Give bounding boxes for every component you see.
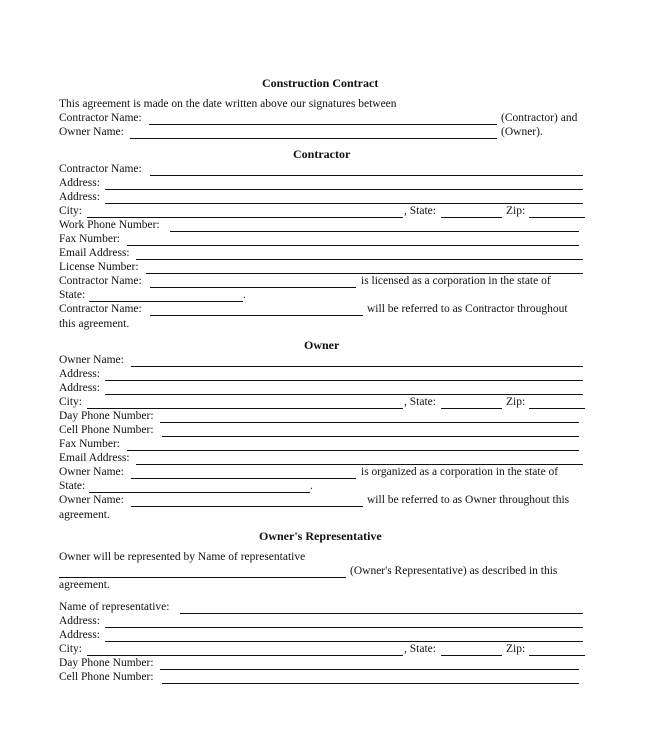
intro-contractor-label: Contractor Name: bbox=[59, 112, 142, 124]
owner-state2-period: . bbox=[310, 480, 313, 492]
owner-ref-label: Owner Name: bbox=[59, 494, 124, 506]
contractor-corp-label: Contractor Name: bbox=[59, 275, 142, 287]
intro-owner-suffix: (Owner). bbox=[501, 126, 543, 138]
owner-day-phone-field[interactable] bbox=[160, 422, 579, 423]
representative-heading: Owner's Representative bbox=[259, 529, 382, 543]
intro-owner-field[interactable] bbox=[130, 138, 497, 139]
owner-name-label: Owner Name: bbox=[59, 354, 124, 366]
owner-zip-label: Zip: bbox=[506, 396, 526, 408]
contractor-corp-field[interactable] bbox=[150, 287, 356, 288]
owner-ref-field[interactable] bbox=[131, 506, 363, 507]
contractor-corp-text: is licensed as a corporation in the state of bbox=[361, 275, 551, 287]
representative-address1-label: Address: bbox=[59, 615, 100, 627]
contractor-zip-label: Zip: bbox=[506, 205, 526, 217]
contractor-state-field[interactable] bbox=[441, 217, 502, 218]
contractor-state2-period: . bbox=[243, 289, 246, 301]
contractor-heading: Contractor bbox=[293, 147, 351, 161]
contractor-ref-text2: this agreement. bbox=[59, 318, 130, 330]
owner-heading: Owner bbox=[304, 338, 340, 352]
contractor-email-field[interactable] bbox=[136, 259, 583, 260]
owner-fax-label: Fax Number: bbox=[59, 438, 121, 450]
representative-zip-label: Zip: bbox=[506, 643, 526, 655]
representative-name-field[interactable] bbox=[180, 613, 583, 614]
contractor-address1-label: Address: bbox=[59, 177, 100, 189]
owner-address1-label: Address: bbox=[59, 368, 100, 380]
owner-address2-label: Address: bbox=[59, 382, 100, 394]
representative-intro-suffix: (Owner's Representative) as described in this bbox=[350, 565, 558, 577]
owner-day-phone-label: Day Phone Number: bbox=[59, 410, 154, 422]
owner-ref-text: will be referred to as Owner throughout this bbox=[367, 494, 570, 506]
owner-corp-field[interactable] bbox=[131, 478, 356, 479]
contractor-state2-label: State: bbox=[59, 289, 86, 301]
contractor-email-label: Email Address: bbox=[59, 247, 130, 259]
contractor-work-phone-field[interactable] bbox=[170, 231, 579, 232]
contractor-address2-label: Address: bbox=[59, 191, 100, 203]
owner-email-label: Email Address: bbox=[59, 452, 130, 464]
owner-state-field[interactable] bbox=[441, 408, 502, 409]
owner-zip-field[interactable] bbox=[529, 408, 585, 409]
representative-zip-field[interactable] bbox=[529, 655, 585, 656]
contractor-work-phone-label: Work Phone Number: bbox=[59, 219, 160, 231]
representative-day-phone-label: Day Phone Number: bbox=[59, 657, 154, 669]
contractor-ref-text: will be referred to as Contractor throughout bbox=[367, 303, 568, 315]
intro-contractor-field[interactable] bbox=[149, 124, 497, 125]
owner-address1-field[interactable] bbox=[105, 380, 583, 381]
owner-name-field[interactable] bbox=[131, 366, 583, 367]
contractor-name-label: Contractor Name: bbox=[59, 163, 142, 175]
contractor-state-label: , State: bbox=[404, 205, 436, 217]
contractor-license-label: License Number: bbox=[59, 261, 139, 273]
owner-state-label: , State: bbox=[404, 396, 436, 408]
contractor-ref-label: Contractor Name: bbox=[59, 303, 142, 315]
contractor-city-label: City: bbox=[59, 205, 83, 217]
representative-day-phone-field[interactable] bbox=[160, 669, 579, 670]
contractor-zip-field[interactable] bbox=[529, 217, 585, 218]
representative-address2-label: Address: bbox=[59, 629, 100, 641]
contractor-fax-label: Fax Number: bbox=[59, 233, 121, 245]
owner-fax-field[interactable] bbox=[127, 450, 579, 451]
owner-corp-label: Owner Name: bbox=[59, 466, 124, 478]
intro-text: This agreement is made on the date written above our signatures between bbox=[59, 98, 397, 110]
representative-intro-end: agreement. bbox=[59, 579, 110, 591]
representative-cell-phone-label: Cell Phone Number: bbox=[59, 671, 154, 683]
contractor-ref-field[interactable] bbox=[150, 315, 363, 316]
intro-owner-label: Owner Name: bbox=[59, 126, 124, 138]
owner-cell-phone-field[interactable] bbox=[162, 436, 579, 437]
owner-state2-label: State: bbox=[59, 480, 86, 492]
representative-address1-field[interactable] bbox=[105, 627, 583, 628]
representative-city-label: City: bbox=[59, 643, 83, 655]
form-title: Construction Contract bbox=[262, 76, 379, 90]
owner-corp-text: is organized as a corporation in the state of bbox=[361, 466, 559, 478]
contractor-fax-field[interactable] bbox=[127, 245, 579, 246]
representative-intro: Owner will be represented by Name of representative bbox=[59, 551, 306, 563]
owner-city-label: City: bbox=[59, 396, 83, 408]
representative-cell-phone-field[interactable] bbox=[162, 683, 579, 684]
owner-cell-phone-label: Cell Phone Number: bbox=[59, 424, 154, 436]
owner-ref-text2: agreement. bbox=[59, 509, 110, 521]
representative-state-label: , State: bbox=[404, 643, 436, 655]
representative-name-label: Name of representative: bbox=[59, 601, 170, 613]
representative-state-field[interactable] bbox=[441, 655, 502, 656]
contractor-address1-field[interactable] bbox=[105, 189, 583, 190]
intro-contractor-suffix: (Contractor) and bbox=[501, 112, 578, 124]
contractor-name-field[interactable] bbox=[150, 175, 583, 176]
